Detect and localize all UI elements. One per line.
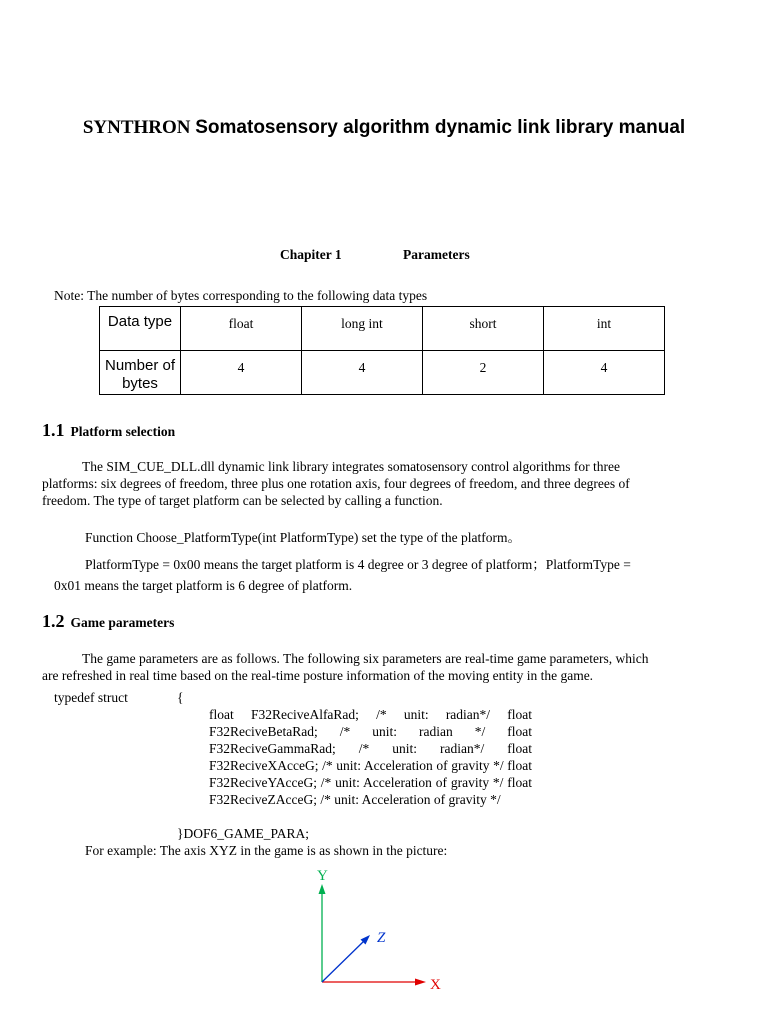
example-line: For example: The axis XYZ in the game is as shown in the picture: xyxy=(85,843,448,858)
section-number: 1.1 xyxy=(42,420,65,440)
row-label: Number of bytes xyxy=(100,351,181,395)
struct-end: }DOF6_GAME_PARA; xyxy=(177,826,310,841)
note-text: Note: The number of bytes corresponding to the following data types xyxy=(54,288,428,303)
data-type-table xyxy=(99,306,665,395)
table-row xyxy=(100,307,665,351)
table-cell: int xyxy=(544,307,665,351)
paragraph-line: PlatformType = 0x00 means the target platform is 4 degree or 3 degree of platform；PlatformType = xyxy=(85,557,631,572)
paragraph-line: The game parameters are as follows. The following six parameters are real-time game parameters, which xyxy=(82,651,649,666)
y-arrow-icon xyxy=(319,884,326,894)
table-cell: 4 xyxy=(544,351,665,395)
chapter-label: Chapiter 1 xyxy=(280,247,342,262)
paragraph-line: The SIM_CUE_DLL.dll dynamic link library integrates somatosensory control algorithms for three xyxy=(82,459,621,474)
row-label: Data type xyxy=(100,307,181,351)
axis-diagram xyxy=(300,862,460,994)
typedef-line: typedef struct xyxy=(54,690,128,705)
table-cell: long int xyxy=(302,307,423,351)
section-heading xyxy=(42,611,174,632)
z-axis-line xyxy=(322,941,364,982)
struct-body: float F32ReciveAlfaRad; /* unit: radian*/ float F32ReciveBetaRad; /* unit: radian */ float F32ReciveGammaRad; /* unit: radian*/ float F32ReciveXAcceG; /* unit: Acceleration of gravity */ float F32ReciveYAcceG; /* unit: Acceleration of gravity */ float F32ReciveZAcceG; /* unit: Acceleration of gravity */ xyxy=(209,707,532,807)
table-cell: float xyxy=(181,307,302,351)
table-row xyxy=(100,351,665,395)
paragraph-line: freedom. The type of target platform can be selected by calling a function. xyxy=(42,493,443,508)
x-arrow-icon xyxy=(415,979,426,986)
table-cell: short xyxy=(423,307,544,351)
page-title xyxy=(0,117,768,139)
table-cell: 4 xyxy=(181,351,302,395)
section-title: Game parameters xyxy=(70,615,175,630)
z-axis-label: Z xyxy=(377,930,386,946)
section-heading xyxy=(42,420,175,441)
table-cell: 2 xyxy=(423,351,544,395)
x-axis-label: X xyxy=(430,977,441,993)
section-title: Platform selection xyxy=(70,424,176,439)
chapter-name: Parameters xyxy=(403,247,470,262)
table-cell: 4 xyxy=(302,351,423,395)
paragraph-line: platforms: six degrees of freedom, three plus one rotation axis, four degrees of freedom, and three degrees of xyxy=(42,476,630,491)
brace-open: { xyxy=(177,690,184,705)
title-brand: SYNTHRON xyxy=(82,117,191,138)
paragraph-line: 0x01 means the target platform is 6 degree of platform. xyxy=(54,578,353,593)
title-text: Somatosensory algorithm dynamic link library manual xyxy=(195,117,686,138)
y-axis-label: Y xyxy=(317,868,328,884)
paragraph-line: are refreshed in real time based on the real-time posture information of the moving entity in the game. xyxy=(42,668,594,683)
section-number: 1.2 xyxy=(42,611,65,631)
paragraph-line: Function Choose_PlatformType(int PlatformType) set the type of the platform。 xyxy=(85,530,522,545)
